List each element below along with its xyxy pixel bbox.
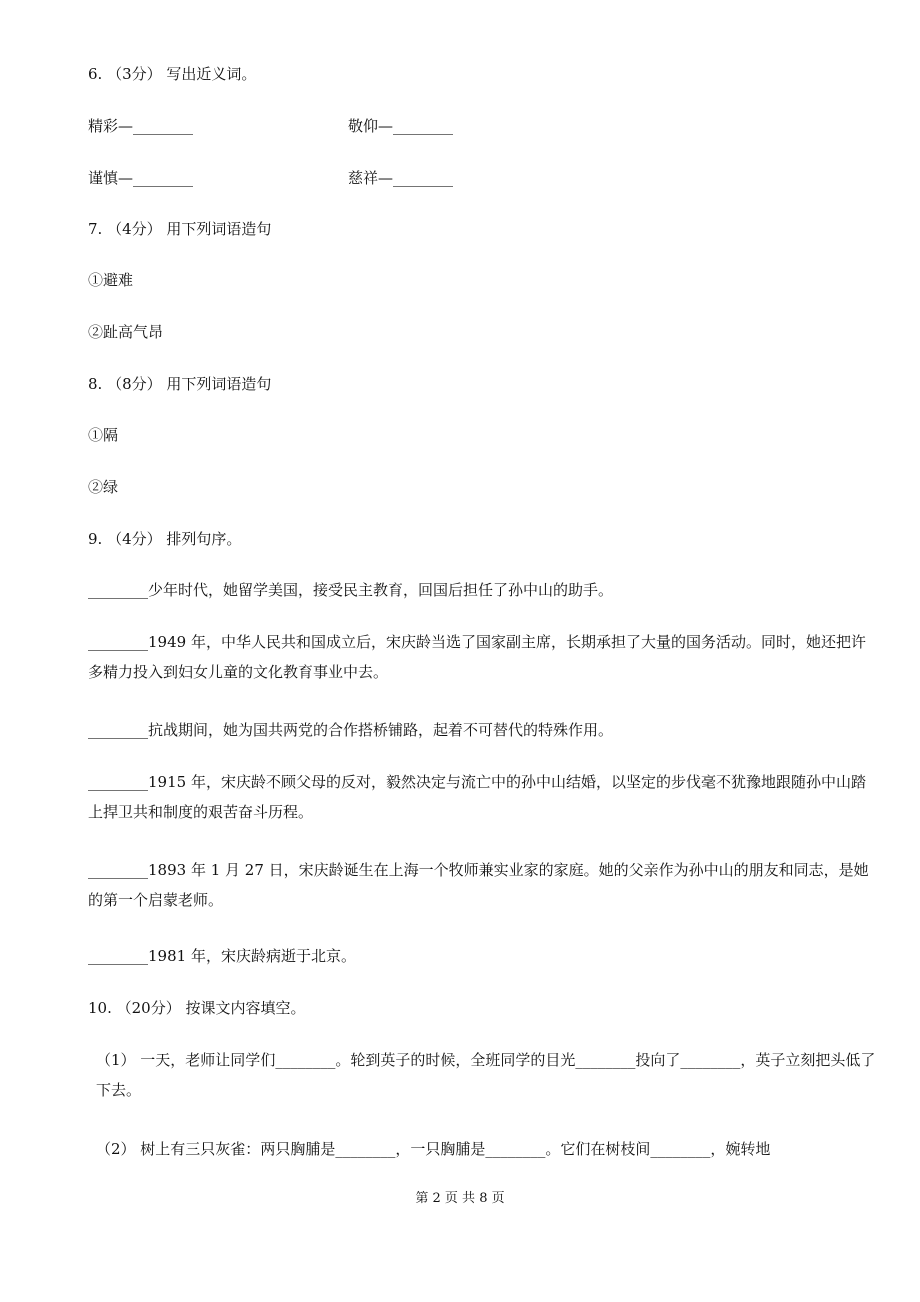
q7-header: 7. （4分） 用下列词语造句 — [88, 220, 272, 238]
q9-sentence-4: ________1915 年，宋庆龄不顾父母的反对，毅然决定与流亡中的孙中山结婚，以坚定的步伐毫不犹豫地跟随孙中山踏上捍卫共和制度的艰苦奋斗历程。 — [88, 773, 866, 821]
q9-sentence-1: ________少年时代，她留学美国，接受民主教育，回国后担任了孙中山的助手。 — [88, 581, 614, 599]
q6-item-3: 谨慎—________ — [88, 169, 194, 187]
q9-sentence-5: ________1893 年 1 月 27 日，宋庆龄诞生在上海一个牧师兼实业家的家庭。她的父亲作为孙中山的朋友和同志，是她的第一个启蒙老师。 — [88, 861, 869, 909]
q10-header: 10. （20分） 按课文内容填空。 — [88, 999, 306, 1017]
q9-header: 9. （4分） 排列句序。 — [88, 530, 242, 548]
q8-header: 8. （8分） 用下列词语造句 — [88, 375, 272, 393]
q6-header: 6. （3分） 写出近义词。 — [88, 65, 257, 83]
q7-item-2: ②趾高气昂 — [88, 323, 164, 341]
q8-item-1: ①隔 — [88, 426, 119, 444]
q9-sentence-3: ________抗战期间，她为国共两党的合作搭桥铺路，起着不可替代的特殊作用。 — [88, 721, 614, 739]
q9-sentence-6: ________1981 年，宋庆龄病逝于北京。 — [88, 947, 356, 965]
q6-item-2: 敬仰—________ — [348, 117, 454, 135]
q6-item-4: 慈祥—________ — [348, 169, 454, 187]
q9-sentence-2: ________1949 年，中华人民共和国成立后，宋庆龄当选了国家副主席，长期承担了大量的国务活动。同时，她还把许多精力投入到妇女儿童的文化教育事业中去。 — [88, 633, 866, 681]
page-footer: 第 2 页 共 8 页 — [415, 1191, 505, 1206]
q6-item-1: 精彩—________ — [88, 117, 194, 135]
q8-item-2: ②绿 — [88, 478, 119, 496]
q10-part-1: （1） 一天，老师让同学们________。轮到英子的时候，全班同学的目光________投向了________，英子立刻把头低了下去。 — [96, 1051, 876, 1099]
q7-item-1: ①避难 — [88, 271, 134, 289]
q10-part-2: （2） 树上有三只灰雀：两只胸脯是________，一只胸脯是________。它们在树枝间________，婉转地 — [96, 1140, 771, 1158]
